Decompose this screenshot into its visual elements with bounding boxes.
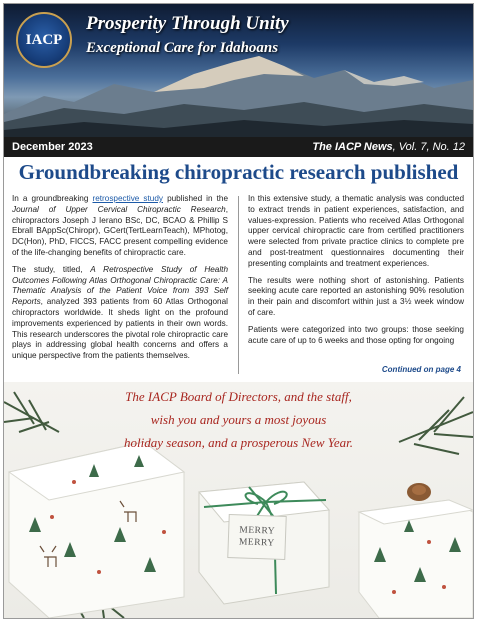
right-paragraph-2: The results were nothing short of astonishing. Patients seeking acute care reported an astonishing 90% resolution in their pain and discomfort within just a 3½ week window of care.: [248, 275, 464, 317]
continued-link[interactable]: Continued on page 4: [381, 365, 461, 374]
tag-line-2: MERRY: [238, 537, 275, 549]
left-column: [12, 194, 228, 368]
volume-number: , Vol. 7, No. 12: [392, 141, 465, 153]
article-body: [12, 194, 465, 376]
right-paragraph-3: Patients were categorized into two groups: those seeking acute care of up to 6 weeks and those opting for ongoing: [248, 324, 464, 345]
masthead-subtitle: Exceptional Care for Idahoans: [86, 40, 279, 56]
text-span: , chiropractors Joseph J Ierano BSc, DC, BCAO & Phillip S Ebrall BAppSc(Chiropr), GCert(TertLearnTeach), MPhotog, DC(Hon), PhD, FICCS, FACC present compelling evidence of the life-changing benefits of chiropractic care.: [12, 204, 228, 257]
greeting-line-3: holiday season, and a prosperous New Year.: [124, 435, 353, 450]
logo-text: IACP: [25, 31, 63, 48]
issue-name: The IACP News: [312, 141, 393, 153]
issue-info: [312, 141, 465, 153]
date-bar: [4, 137, 473, 157]
left-paragraph-2: [12, 265, 228, 362]
iacp-logo: [16, 12, 72, 68]
right-paragraph-1: In this extensive study, a thematic analysis was conducted to extract trends in patient experiences, satisfaction, and values-expression. Patients who received Atlas Orthogonal upper cervical chiropractic care from certified practitioners were selected from private practice clinics to complete pre and post-treatment questionnaires documenting their presenting complaints and treatment experiences.: [248, 194, 464, 268]
tag-line-1: MERRY: [239, 525, 276, 537]
greeting-line-1: The IACP Board of Directors, and the staff,: [125, 389, 352, 404]
article-headline: Groundbreaking chiropractic research published: [18, 160, 459, 184]
column-divider: [238, 196, 239, 374]
retrospective-study-link[interactable]: retrospective study: [92, 194, 163, 203]
text-span: published in the: [163, 194, 229, 203]
left-paragraph-1: [12, 194, 228, 259]
gift-tag: [227, 514, 287, 560]
journal-name: Journal of Upper Cervical Chiropractic Research: [12, 204, 226, 214]
newsletter-page: [3, 3, 474, 619]
holiday-greeting-image: [4, 382, 473, 618]
masthead-title: Prosperity Through Unity: [86, 13, 289, 34]
text-span: The study, titled,: [12, 264, 91, 274]
text-span: , analyzed 393 patients from 60 Atlas Orthogonal chiropractors worldwide. It sheds light on the profound improvements experienced by patients in their own words. This research underscores the pivotal role chiropractic care plays in addressing global health concerns and offers a unique perspective from the patients themselves.: [12, 297, 228, 361]
text-span: In a groundbreaking: [12, 194, 93, 203]
greeting-line-2: wish you and yours a most joyous: [150, 412, 327, 427]
right-column: [248, 194, 464, 352]
masthead: [4, 4, 473, 137]
study-title: A Retrospective Study of Health Outcomes Following Atlas Orthogonal Chiropractic Care: A Thematic Analysis of the Patient Voice from 393 Self Reports: [12, 264, 228, 307]
issue-date: December 2023: [12, 141, 93, 153]
